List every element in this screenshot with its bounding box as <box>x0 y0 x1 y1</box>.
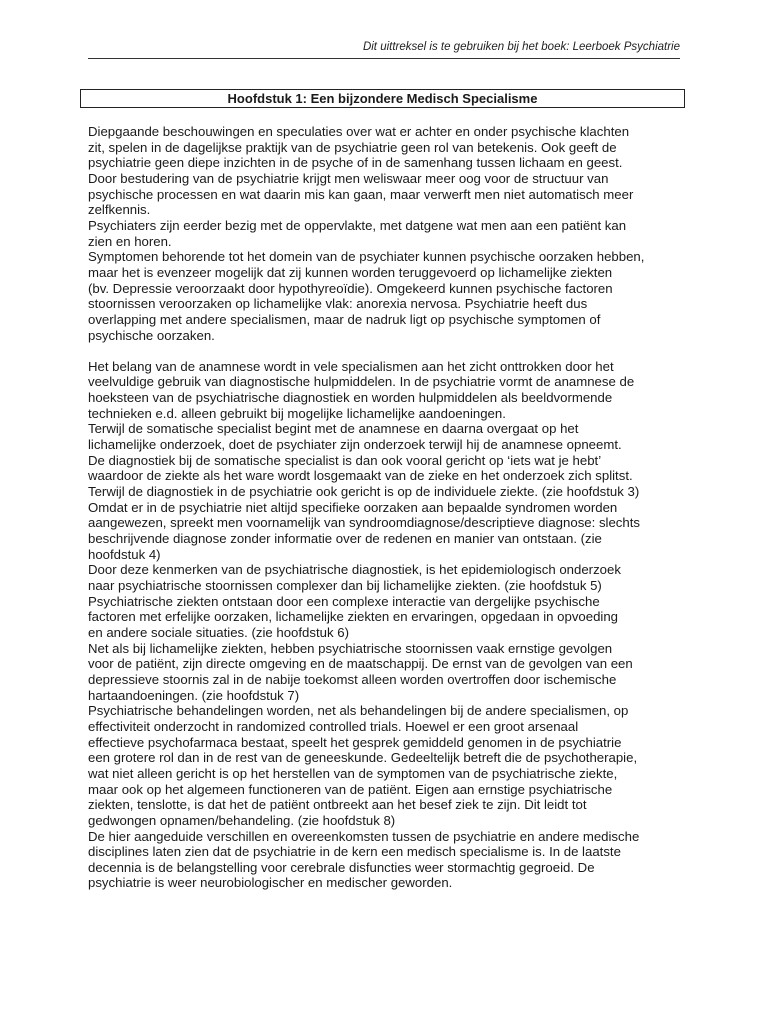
text-line: zelfkennis. <box>88 202 151 218</box>
text-line: waardoor de ziekte als het ware wordt losgemaakt van de zieke en het onderzoek zich splitst. <box>88 468 633 484</box>
text-line: effectieve psychofarmaca bestaat, speelt het gesprek gemiddeld genomen in de psychiatrie <box>88 734 622 750</box>
text-line: Symptomen behorende tot het domein van de psychiater kunnen psychische oorzaken hebben, <box>88 249 645 265</box>
text-line: naar psychiatrische stoornissen complexer dan bij lichamelijke ziekten. (zie hoofdstuk 5) <box>88 578 602 594</box>
page-header-note: Dit uittreksel is te gebruiken bij het boek: Leerboek Psychiatrie <box>362 41 680 53</box>
text-line: een grotere rol dan in de rest van de geneeskunde. Gedeeltelijk betreft die de psychotherapie, <box>88 750 638 766</box>
text-line: factoren met erfelijke oorzaken, lichamelijke ziekten en ervaringen, opgedaan in opvoeding <box>88 609 619 625</box>
text-line: effectiviteit onderzocht in randomized controlled trials. Hoewel er een groot arsenaal <box>88 718 579 734</box>
text-line: Psychiatrische ziekten ontstaan door een complexe interactie van dergelijke psychische <box>88 593 600 609</box>
text-line: Omdat er in de psychiatrie niet altijd specifieke oorzaken aan bepaalde syndromen worden <box>88 499 618 515</box>
text-line: hartaandoeningen. (zie hoofdstuk 7) <box>88 687 300 703</box>
text-line: Psychiaters zijn eerder bezig met de oppervlakte, met datgene wat men aan een patiënt kan <box>88 217 627 233</box>
text-line: overlapping met andere specialismen, maar de nadruk ligt op psychische symptomen of <box>88 311 601 327</box>
paragraph-block-1 <box>88 124 688 343</box>
text-line: hoeksteen van de psychiatrische diagnostiek en worden hulpmiddelen als beeldvormende <box>88 390 613 406</box>
text-line: psychische oorzaken. <box>88 327 215 343</box>
text-line: maar het is evenzeer mogelijk dat zij kunnen worden teruggevoerd op lichamelijke ziekten <box>88 264 613 280</box>
text-line: De hier aangeduide verschillen en overeenkomsten tussen de psychiatrie en andere medische <box>88 828 640 844</box>
text-line: hoofdstuk 4) <box>88 546 161 562</box>
text-line: Door deze kenmerken van de psychiatrische diagnostiek, is het epidemiologisch onderzoek <box>88 562 621 578</box>
text-line: De diagnostiek bij de somatische specialist is dan ook vooral gericht op ‘iets wat je hebt’ <box>88 452 602 468</box>
text-line: (bv. Depressie veroorzaakt door hypothyreoïdie). Omgekeerd kunnen psychische factoren <box>88 280 613 296</box>
text-line: Terwijl de somatische specialist begint met de anamnese en daarna overgaat op het <box>88 421 579 437</box>
text-line: decennia is de belangstelling voor cerebrale disfuncties weer stormachtig gegroeid. De <box>88 859 595 875</box>
text-line: aangewezen, spreekt men voornamelijk van syndroomdiagnose/descriptieve diagnose: slechts <box>88 515 640 531</box>
header-rule <box>88 58 680 59</box>
text-line: zien en horen. <box>88 233 172 249</box>
text-line: psychiatrie geen diepe inzichten in de psyche of in de samenhang tussen lichaam en geest. <box>88 155 623 171</box>
text-line: lichamelijke onderzoek, doet de psychiater zijn onderzoek terwijl hij de anamnese opneemt. <box>88 437 622 453</box>
text-line: Het belang van de anamnese wordt in vele specialismen aan het zicht onttrokken door het <box>88 358 614 374</box>
text-line: Terwijl de diagnostiek in de psychiatrie ook gericht is op de individuele ziekte. (zie hoofdstuk 3) <box>88 484 640 500</box>
text-line: beschrijvende diagnose zonder informatie over de redenen en manier van ontstaan. (zie <box>88 531 602 547</box>
paragraph-block-2 <box>88 359 688 891</box>
text-line: Net als bij lichamelijke ziekten, hebben psychiatrische stoornissen vaak ernstige gevolgen <box>88 640 613 656</box>
text-line: ziekten, tenslotte, is dat het de patiënt ontbreekt aan het besef ziek te zijn. Dit leidt tot <box>88 797 587 813</box>
text-line: technieken e.d. alleen gebruikt bij mogelijke lichamelijke aandoeningen. <box>88 405 506 421</box>
text-line: maar ook op het algemeen functioneren van de patiënt. Eigen aan ernstige psychiatrische <box>88 781 613 797</box>
text-line: psychische processen en wat daarin mis kan gaan, maar verwerft men niet automatisch meer <box>88 186 634 202</box>
text-line: en andere sociale situaties. (zie hoofdstuk 6) <box>88 624 349 640</box>
text-line: Psychiatrische behandelingen worden, net als behandelingen bij de andere specialismen, op <box>88 703 629 719</box>
text-line: psychiatrie is weer neurobiologischer en medischer geworden. <box>88 875 453 891</box>
text-line: disciplines laten zien dat de psychiatrie in de kern een medisch specialisme is. In de laatste <box>88 844 621 860</box>
text-line: stoornissen veroorzaken op lichamelijke vlak: anorexia nervosa. Psychiatrie heeft dus <box>88 296 588 312</box>
text-line: wat niet alleen gericht is op het herstellen van de symptomen van de psychiatrische ziekte, <box>88 765 618 781</box>
text-line: voor de patiënt, zijn directe omgeving en de maatschappij. De ernst van de gevolgen van een <box>88 656 633 672</box>
text-line: depressieve stoornis zal in de nabije toekomst alleen worden overtroffen door ischemische <box>88 671 617 687</box>
body-text <box>88 124 688 891</box>
text-line: zit, spelen in de dagelijkse praktijk van de psychiatrie geen rol van betekenis. Ook geeft de <box>88 139 617 155</box>
text-line: Door bestudering van de psychiatrie krijgt men weliswaar meer oog voor de structuur van <box>88 170 609 186</box>
chapter-title: Hoofdstuk 1: Een bijzondere Medisch Specialisme <box>80 89 685 108</box>
paragraph-gap <box>88 343 688 359</box>
text-line: gedwongen opnamen/behandeling. (zie hoofdstuk 8) <box>88 812 396 828</box>
text-line: Diepgaande beschouwingen en speculaties over wat er achter en onder psychische klachten <box>88 124 630 139</box>
text-line: veelvuldige gebruik van diagnostische hulpmiddelen. In de psychiatrie vormt de anamnese de <box>88 374 635 390</box>
